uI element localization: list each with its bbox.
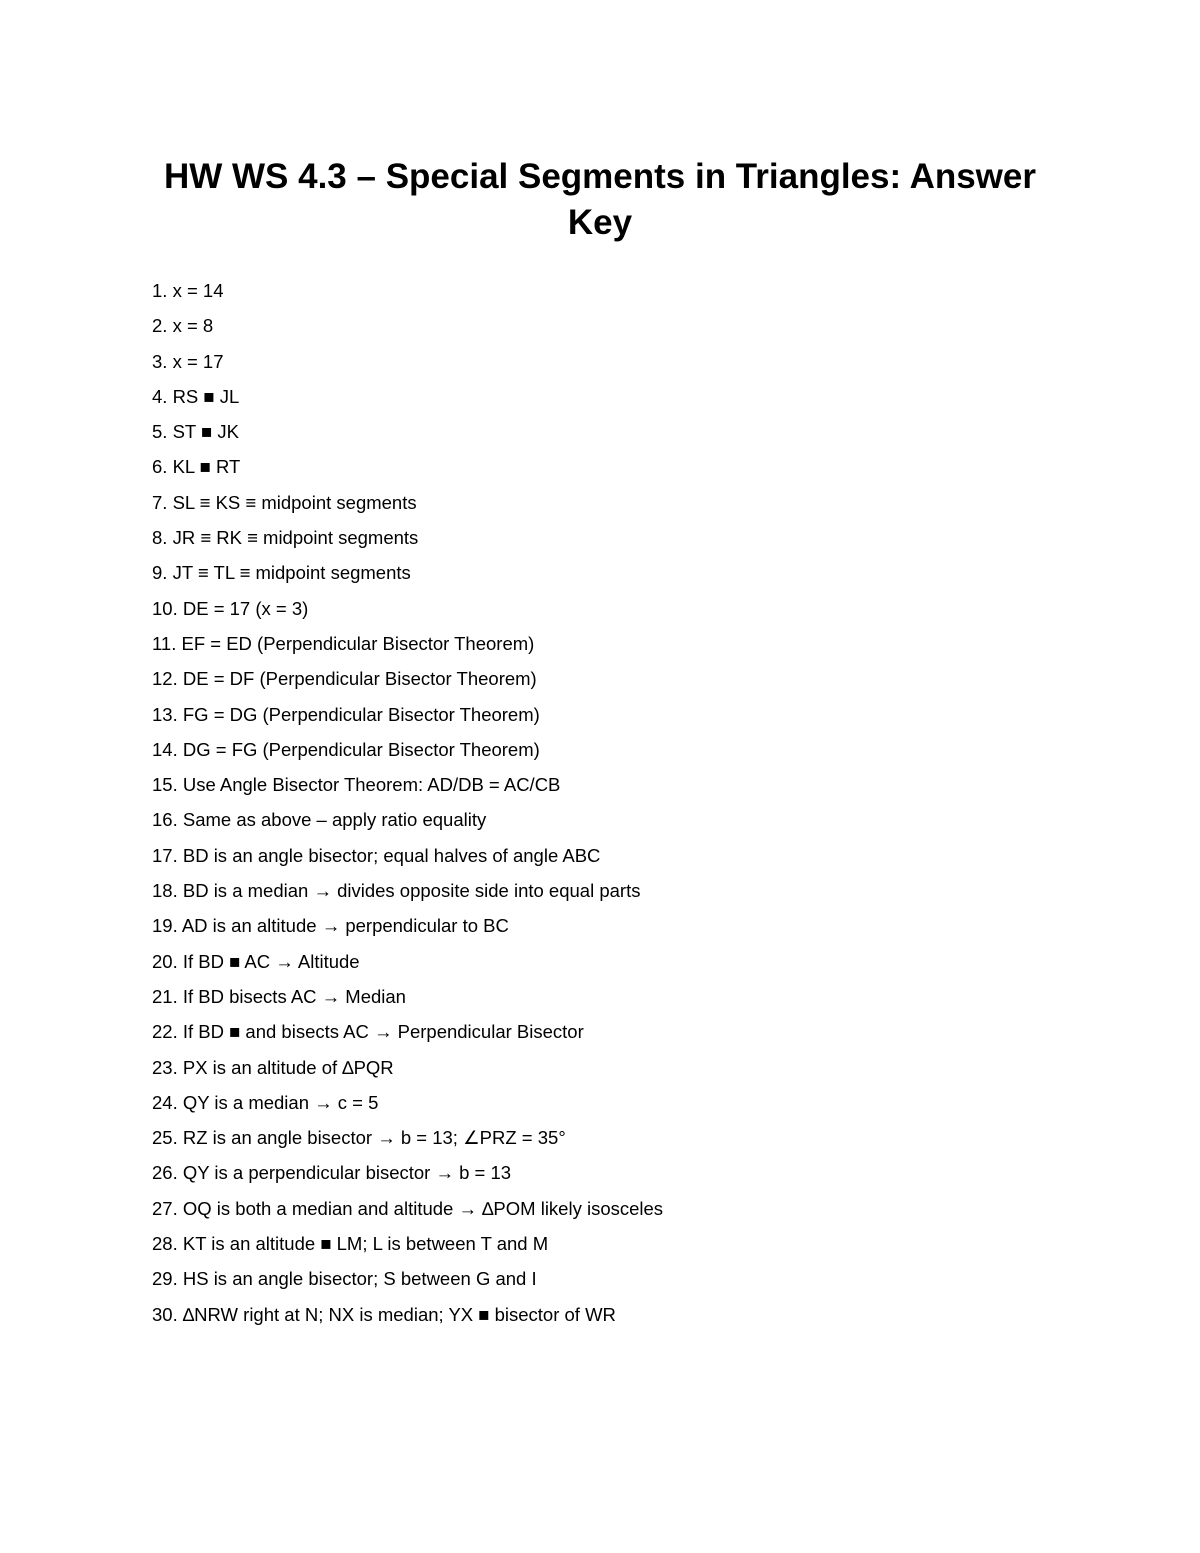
answer-item: 17. BD is an angle bisector; equal halves of angle ABC xyxy=(152,844,601,866)
answer-list xyxy=(152,273,663,1332)
answer-item: 26. QY is a perpendicular bisector → b = 13 xyxy=(152,1162,512,1184)
answer-item: 11. EF = ED (Perpendicular Bisector Theorem) xyxy=(152,632,535,654)
answer-item: 4. RS ■ JL xyxy=(152,385,240,407)
answer-item: 9. JT ≡ TL ≡ midpoint segments xyxy=(152,562,411,584)
answer-item: 24. QY is a median → c = 5 xyxy=(152,1091,379,1113)
answer-item: 16. Same as above – apply ratio equality xyxy=(152,809,487,831)
answer-item: 3. x = 17 xyxy=(152,350,224,372)
answer-item: 27. OQ is both a median and altitude → ∆POM likely isosceles xyxy=(152,1197,664,1219)
answer-item: 12. DE = DF (Perpendicular Bisector Theorem) xyxy=(152,668,537,690)
answer-item: 10. DE = 17 (x = 3) xyxy=(152,597,309,619)
answer-item: 21. If BD bisects AC → Median xyxy=(152,985,406,1007)
answer-item: 25. RZ is an angle bisector → b = 13; ∠PRZ = 35° xyxy=(152,1127,566,1149)
answer-item: 1. x = 14 xyxy=(152,280,224,301)
answer-item: 22. If BD ■ and bisects AC → Perpendicular Bisector xyxy=(152,1021,584,1043)
answer-item: 2. x = 8 xyxy=(152,315,214,337)
answer-item: 29. HS is an angle bisector; S between G and I xyxy=(152,1268,537,1290)
answer-item: 15. Use Angle Bisector Theorem: AD/DB = AC/CB xyxy=(152,774,561,796)
answer-item: 6. KL ■ RT xyxy=(152,456,241,478)
answer-item: 5. ST ■ JK xyxy=(152,421,239,443)
answer-item: 19. AD is an altitude → perpendicular to BC xyxy=(152,915,509,937)
answer-item: 7. SL ≡ KS ≡ midpoint segments xyxy=(152,491,417,513)
answer-item: 13. FG = DG (Perpendicular Bisector Theorem) xyxy=(152,703,540,725)
answer-item: 14. DG = FG (Perpendicular Bisector Theorem) xyxy=(152,738,540,760)
document-title: HW WS 4.3 – Special Segments in Triangles: Answer Key xyxy=(163,157,1036,242)
answer-item: 20. If BD ■ AC → Altitude xyxy=(152,950,360,972)
answer-item: 23. PX is an altitude of ∆PQR xyxy=(152,1056,394,1078)
answer-item: 18. BD is a median → divides opposite side into equal parts xyxy=(152,880,641,902)
answer-item: 8. JR ≡ RK ≡ midpoint segments xyxy=(152,527,419,549)
answer-item: 28. KT is an altitude ■ LM; L is between T and M xyxy=(152,1233,549,1255)
answer-item: 30. ∆NRW right at N; NX is median; YX ■ bisector of WR xyxy=(152,1303,616,1325)
